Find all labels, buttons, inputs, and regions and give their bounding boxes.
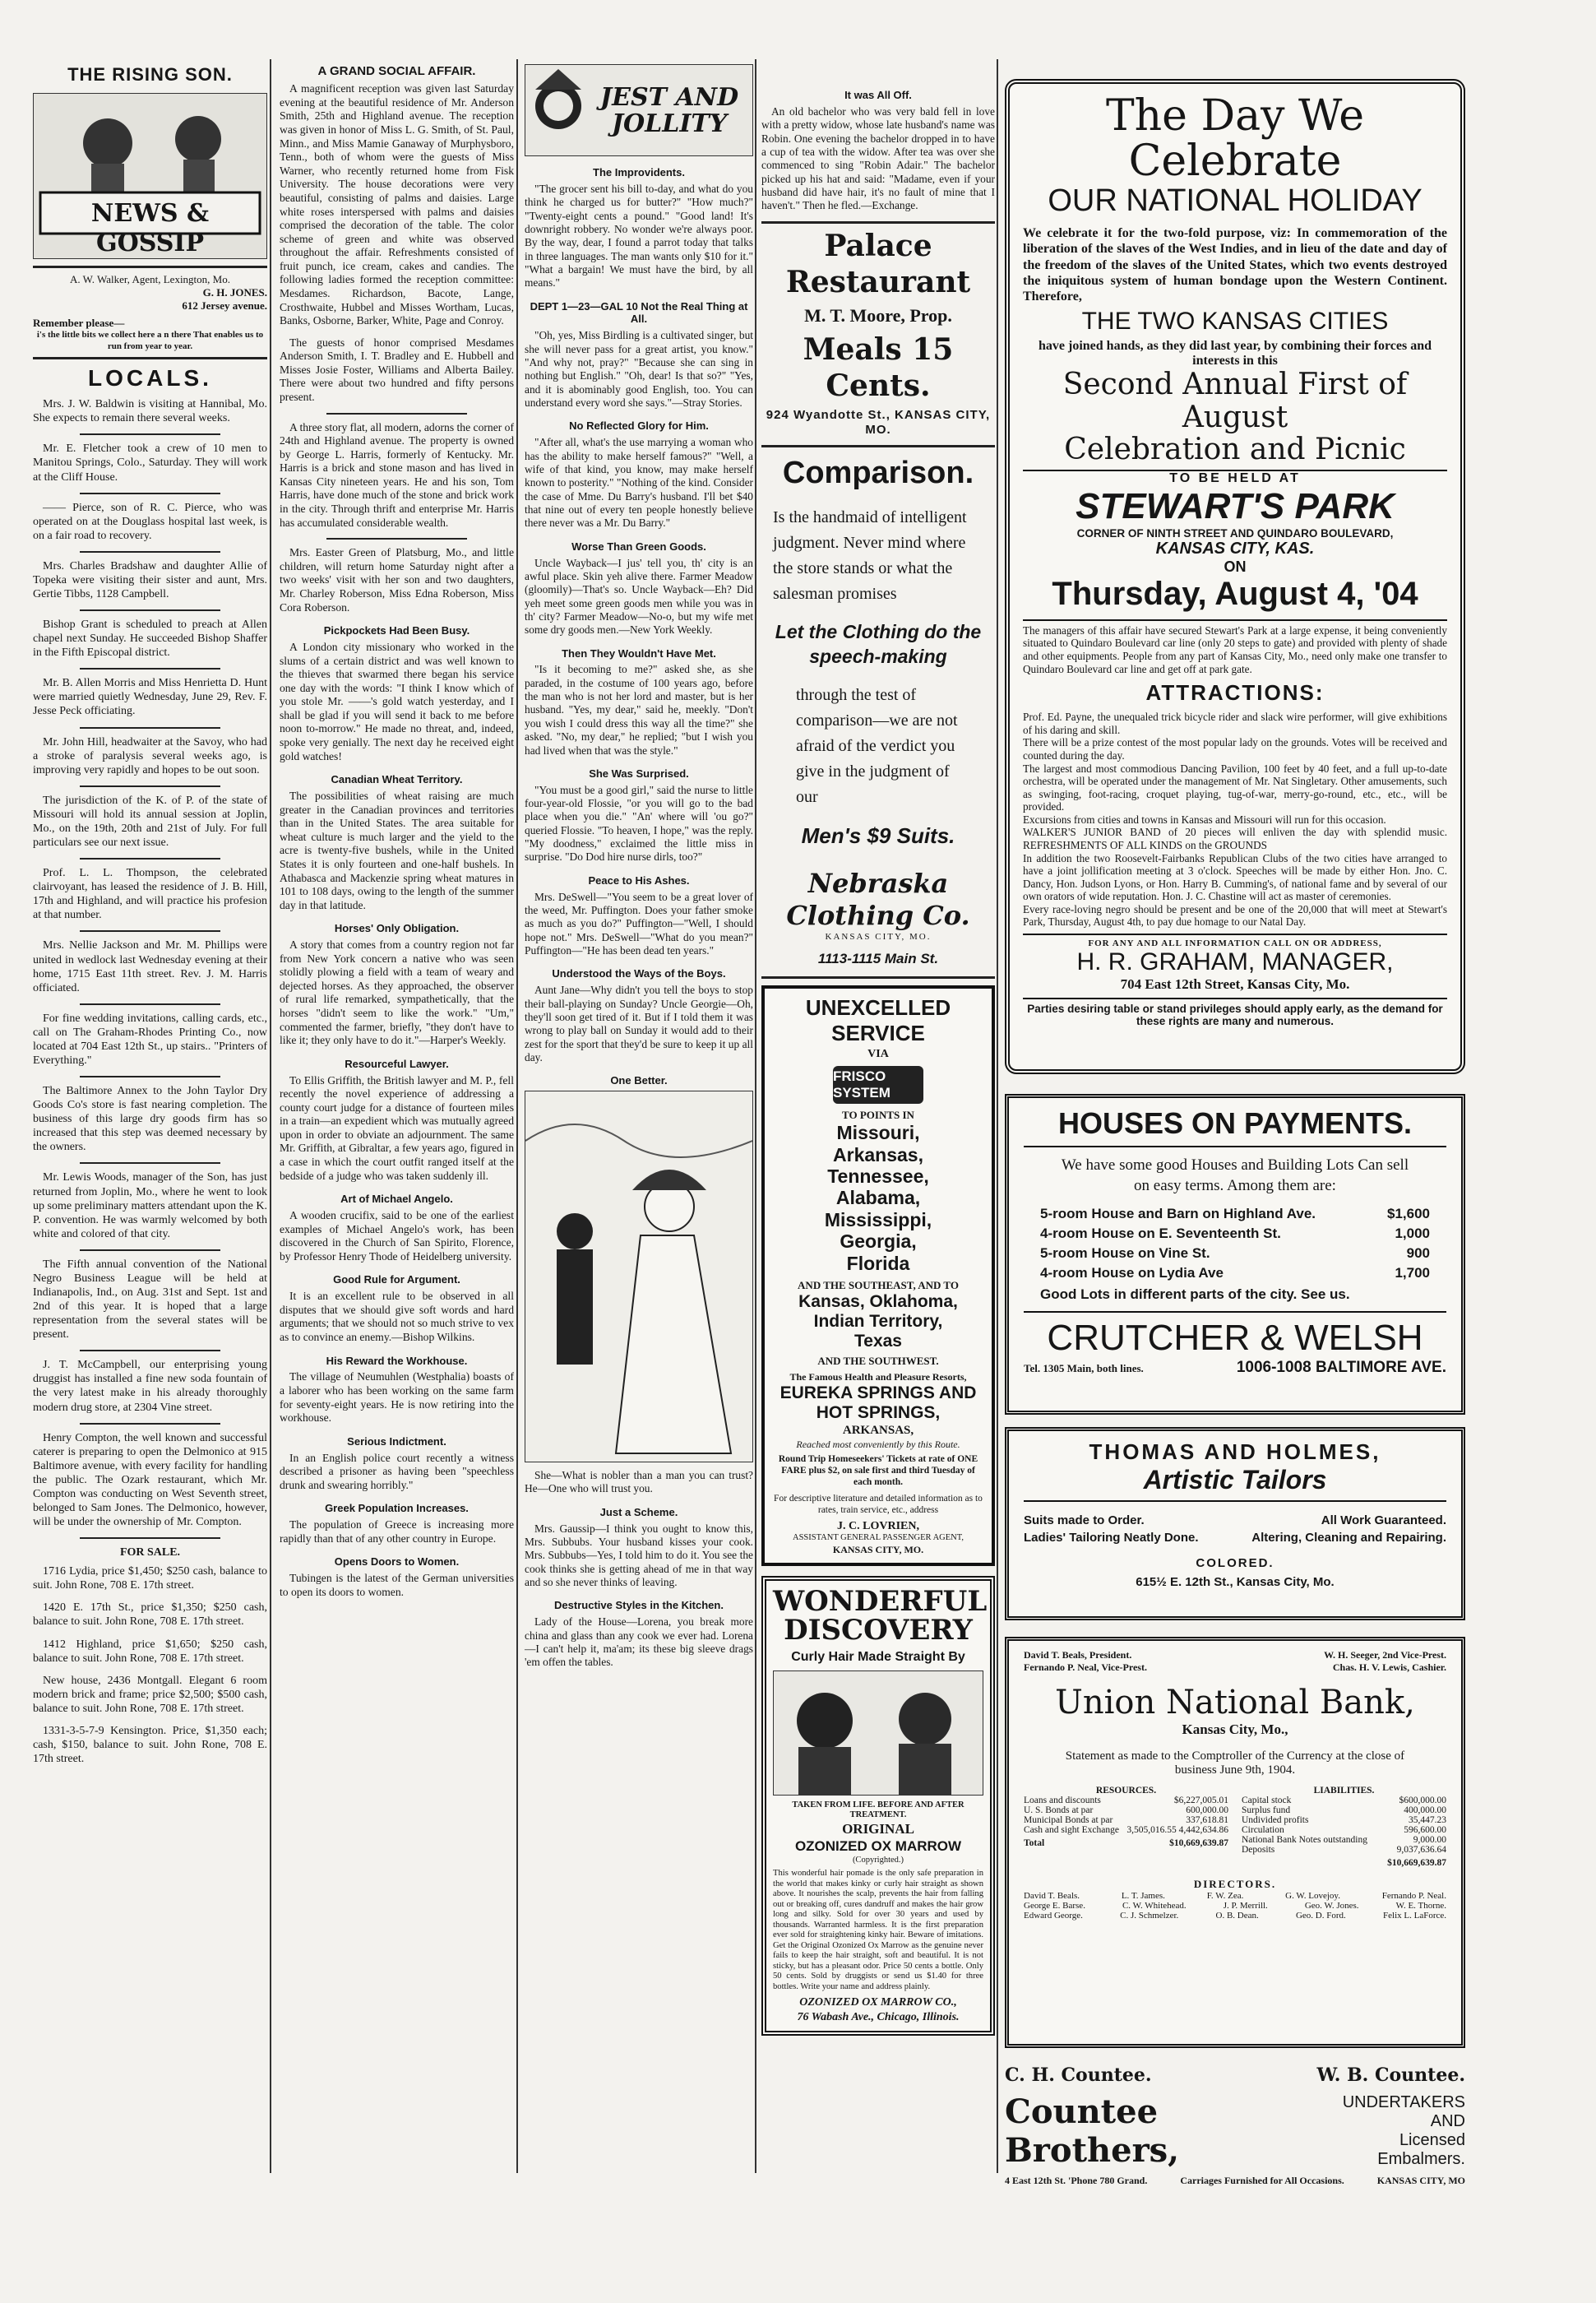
jest-jollity-title: JEST AND JOLLITY <box>599 83 739 138</box>
frisco-roundtrip: Round Trip Homeseekers' Tickets at rate of ONE FARE plus $2, on sale first and third Tuesday of each month. <box>778 1454 978 1488</box>
ledger-label: Loans and discounts <box>1024 1796 1101 1805</box>
ledger-label: Cash and sight Exchange <box>1024 1825 1119 1835</box>
celebrate-second-annual: Second Annual First of August <box>1062 368 1408 434</box>
frisco-state: Florida <box>846 1252 910 1274</box>
ledger-label: Municipal Bonds at par <box>1024 1815 1113 1825</box>
article-heading: Resourceful Lawyer. <box>345 1057 449 1070</box>
won-address: 76 Wabash Ave., Chicago, Illinois. <box>797 2010 960 2023</box>
separator <box>80 727 220 729</box>
frisco-reached: Reached most conveniently by this Route. <box>796 1438 960 1450</box>
joke-text: "Is it becoming to me?" asked she, as she paraded, in the costume of 100 years ago, before the man who is not her lord and master, but is her husband. "Yes, my dear," said he, meekly. "Don't you wish I could dress this way all the time?" she asked. "No, my dear," he replied; "but I wish you had lived when that was the style." <box>525 663 753 757</box>
resources-heading: RESOURCES. <box>1095 1786 1157 1796</box>
separator <box>80 668 220 670</box>
tailors-colored: COLORED. <box>1196 1556 1274 1570</box>
local-item: Mrs. J. W. Baldwin is visiting at Hannibal, Mo. She expects to remain there several weeks. <box>33 398 267 425</box>
joke-heading: She Was Surprised. <box>589 767 689 780</box>
comparison-text-1: Is the handmaid of intelligent judgment. Never mind where the store stands or what the salesman promises <box>773 508 967 604</box>
separator <box>80 1003 220 1005</box>
frisco-via: VIA <box>867 1048 889 1061</box>
celebrate-manager-address: 704 East 12th Street, Kansas City, Mo. <box>1120 976 1350 993</box>
liabilities-heading: LIABILITIES. <box>1313 1786 1375 1796</box>
countee-ad <box>1005 2064 1465 2186</box>
tailors-subtitle: Artistic Tailors <box>1024 1465 1446 1502</box>
park-city: KANSAS CITY, KAS. <box>1155 539 1315 558</box>
forsale-item: 1716 Lydia, price $1,450; $250 cash, balance to suit. John Rone, 708 E. 17th street. <box>33 1565 267 1592</box>
article-text: A London city missionary who worked in the slums of a certain district and was well known to the thieves that swarmed there began his service one day with the words: "I think I know which of you stole Mr. ——'s gold watch yesterday, and I shall be glad if you will send it back to me before noon to-morrow." He made no threat, and, indeed, spoke very genially. The next day he received eight gold watches! <box>280 640 514 762</box>
frisco-state: Kansas, Oklahoma, <box>798 1292 958 1312</box>
bank-officer: David T. Beals, President. <box>1024 1649 1132 1661</box>
houses-title: HOUSES ON PAYMENTS. <box>1024 1106 1446 1147</box>
agent-line: A. W. Walker, Agent, Lexington, Mo. <box>70 272 230 285</box>
ledger-value: 3,505,016.55 4,442,634.86 <box>1126 1825 1228 1835</box>
joke-heading: DEPT 1—23—GAL 10 Not the Real Thing at All. <box>530 299 748 326</box>
article-text: A wooden crucifix, said to be one of the earliest examples of Michael Angelo's work, has been discovered in the Church of San Spirito, Florence, by Professor Henry Thode of Heidelberg university. <box>280 1209 514 1263</box>
palace-prop: M. T. Moore, Prop. <box>804 305 952 327</box>
countee-embalmers: Licensed Embalmers. <box>1377 2131 1465 2168</box>
house-row <box>1040 1244 1430 1263</box>
local-item: Mr. E. Fletcher took a crew of 10 men to Manitou Springs, Colo., Saturday. They will work at the Cliff House. <box>33 443 267 484</box>
ledger-label: Capital stock <box>1242 1796 1292 1805</box>
tailors-r1: All Work Guaranteed. <box>1321 1513 1446 1527</box>
director-name: G. W. Lovejoy. <box>1285 1891 1340 1901</box>
stewarts-park: STEWART'S PARK <box>1076 485 1395 526</box>
director-name: Edward George. <box>1024 1911 1083 1921</box>
countee-undertakers: UNDERTAKERS AND <box>1342 2093 1465 2130</box>
frisco-agent-city: KANSAS CITY, MO. <box>832 1544 924 1556</box>
houses-tel: Tel. 1305 Main, both lines. <box>1024 1361 1144 1374</box>
house-desc: 4-room House on Lydia Ave <box>1040 1264 1224 1281</box>
ledger-value: 600,000.00 <box>1186 1805 1228 1815</box>
joke-text: Lady of the House—Lorena, you break more china and glass than any cook we ever had. Lorena—I can't help it, ma'am; its these big sleeve drags 'em offen the tables. <box>525 1615 753 1669</box>
jokes-list <box>525 166 753 1064</box>
celebrate-p7: Excursions from cities and towns in Kansas and Missouri will run for this occasion. <box>1023 813 1386 826</box>
local-item: Mrs. Charles Bradshaw and daughter Allie of Topeka were visiting their sister and aunt, Mrs. Gertie Tibbs, 1128 Campbell. <box>33 559 267 601</box>
palace-meals: Meals 15 Cents. <box>803 332 954 404</box>
joke-heading: The Improvidents. <box>593 166 685 178</box>
house-row <box>1040 1263 1430 1283</box>
frisco-logo: FRISCO SYSTEM <box>833 1066 923 1104</box>
director-name: Fernando P. Neal. <box>1381 1891 1446 1901</box>
won-text: This wonderful hair pomade is the only safe preparation in the world that makes kinky or curly hair straight as shown above. It nourishes the scalp, prevents the hair from falling out or breaking off, cures dandruff and makes the hair grow long and silky. Sold for over 30 years and used by thousands. Warranted harmless. It is the first preparation ever sold for straightening kinky hair. Beware of imitations. Get the Original Ozonized Ox Marrow as the genuine never fails to keep the hair straight, soft and beautiful. It is not sticky, but has a pleasant odor. Price 50 cents a bottle. Only 50 cents. Sold by druggists or send us $1.40 for three bottles. Write your name and address plainly. <box>773 1869 983 1991</box>
local-item: The Fifth annual convention of the National Negro Business League will be held at Indianapolis, Ind., on Aug. 31st and Sept. 1st and 2nd of this year. It is hoped that a large representation from the several states will be present. <box>33 1258 267 1341</box>
local-item: —— Pierce, son of R. C. Pierce, who was operated on at the Douglass hospital last week, is on a fair road to recovery. <box>33 501 267 542</box>
frisco-agent-title: ASSISTANT GENERAL PASSENGER AGENT, <box>792 1533 965 1543</box>
celebrate-p1: We celebrate it for the two-fold purpose, viz: In commemoration of the liberation of the slaves of the West Indies, and in lieu of the date and day of the freedom of the slaves of the United States, which two events destroyed the iniquitous system of human bondage upon the Western Continent. Therefore, <box>1023 226 1447 304</box>
local-item: Mr. Lewis Woods, manager of the Son, has just returned from Joplin, Mo., where he went to look up some preliminary matters attendant upon the K. P. convention. He was warmly welcomed by both white and colored of that city. <box>33 1171 267 1240</box>
house-row <box>1040 1204 1430 1224</box>
joke-text: "Oh, yes, Miss Birdling is a cultivated singer, but she will never pass for a great artist, you know." "And why not, pray?" "Because she can sing in nothing but English." "Oh, dear! Is that so?" "Yes, and it is abominably good English, too. You can understand every word she says."—Stray Stories. <box>525 329 753 410</box>
countee-city: KANSAS CITY, MO <box>1376 2175 1465 2186</box>
local-item: Prof. L. L. Thompson, the celebrated clairvoyant, has leased the residence of J. B. Hill, 17th and Highland, and will practice his profesion at that number. <box>33 867 267 922</box>
jokes-list-2 <box>525 1506 753 1670</box>
local-item: Bishop Grant is scheduled to preach at Allen chapel next Sunday. He succeeded Bishop Shaffer in the Fifth Episcopal district. <box>33 619 267 660</box>
mens-suits: Men's $9 Suits. <box>801 822 955 848</box>
ledger-row <box>1242 1796 1446 1805</box>
frisco-state: Indian Territory, <box>813 1312 943 1332</box>
palace-title: Palace Restaurant <box>785 228 971 299</box>
column-2 <box>280 64 514 1607</box>
local-item: J. T. McCampbell, our enterprising young druggist has installed a fine new soda fountain of the very latest make in his already thoroughly modern drug store, at 2304 Vine street. <box>33 1359 267 1414</box>
house-price: 1,700 <box>1395 1264 1430 1281</box>
article-heading: It was All Off. <box>844 89 912 101</box>
joke-heading: Worse Than Green Goods. <box>571 540 706 553</box>
house-price: 1,000 <box>1395 1226 1430 1242</box>
house-desc: 5-room House and Barn on Highland Ave. <box>1040 1206 1316 1222</box>
local-item: Mr. B. Allen Morris and Miss Henrietta D. Hunt were married quietly Wednesday, June 29, Rev. F. Jesse Peck officiating. <box>33 677 267 718</box>
celebrate-picnic: Celebration and Picnic <box>1064 433 1406 467</box>
total-label: Total <box>1024 1838 1045 1848</box>
joke-text: Aunt Jane—Why didn't you tell the boys to stop their ball-playing on Sunday? Uncle Georgie—Oh, they'll soon get tired of it. But if I told them it was wrong to play ball on Sunday it would add to their zest for the sport that they'd be sure to keep it up all day. <box>525 984 753 1063</box>
joke-heading: Peace to His Ashes. <box>588 873 690 887</box>
article-heading: Pickpockets Had Been Busy. <box>323 624 470 637</box>
article-text: A story that comes from a country region not far from New York concern a native who was seen stolidly plowing a field with a team of weary and dejected horses. As they approached, the observer of rural life remarked, sympathetically, that the horses "didn't seem to like the work." "Um," commented the farmer, briefly, "they don't have to like it; they only have to do it."—Harper's Weekly. <box>280 938 514 1047</box>
before-after-portraits <box>773 1670 983 1796</box>
house-row <box>1040 1224 1430 1244</box>
article-heading: Horses' Only Obligation. <box>334 922 460 935</box>
celebrate-manager: H. R. GRAHAM, MANAGER, <box>1076 948 1394 976</box>
frisco-state: Arkansas, <box>833 1143 923 1165</box>
local-item: Mr. John Hill, headwaiter at the Savoy, who had a stroke of paralysis several weeks ago, is improving very rapidly and hopes to be out soon. <box>33 735 267 776</box>
ledger-row <box>1024 1825 1228 1835</box>
celebration-ad <box>1005 79 1465 1074</box>
directors-heading: DIRECTORS. <box>1193 1878 1277 1890</box>
joke-heading: Then They Wouldn't Have Met. <box>562 646 716 660</box>
locals-list <box>33 397 267 1529</box>
total-resources: $10,669,639.87 <box>1169 1838 1228 1848</box>
frisco-ad <box>761 985 995 1566</box>
social-heading: A GRAND SOCIAL AFFAIR. <box>317 64 476 78</box>
joke-text: Mrs. DeSwell—"You seem to be a great lover of the weed, Mr. Puffington. Does your father smoke as much as you do?" Puffington—"Well, I should hope not." Mrs. DeSwell—"What do you mean?" Puffington—"He has been dead ten years." <box>525 890 753 957</box>
director-name: Geo. D. Ford. <box>1295 1911 1346 1921</box>
bank-officer: W. H. Seeger, 2nd Vice-Prest. <box>1324 1649 1446 1661</box>
bank-name: Union National Bank, <box>1055 1684 1415 1721</box>
won-taken: TAKEN FROM LIFE. BEFORE AND AFTER TREATMENT. <box>792 1800 965 1820</box>
article-text: A three story flat, all modern, adorns the corner of 24th and Highland avenue. The property is owned by George L. Harris, formerly of Kentucky. Mr. Harris is a brick and stone mason and has lived in Kansas City nineteen years. He and his son, Tom Harris, have done much of the stone and brick work in the city. Through thrift and enterprise Mr. Harris has accumulated considerable wealth. <box>280 420 514 529</box>
director-name: L. T. James. <box>1121 1891 1165 1901</box>
frisco-arkansas: ARKANSAS, <box>842 1424 914 1438</box>
separator <box>80 1076 220 1077</box>
tailors-r2: Altering, Cleaning and Repairing. <box>1251 1531 1446 1545</box>
frisco-famous: The Famous Health and Pleasure Resorts, <box>789 1371 967 1383</box>
article-heading: Good Rule for Argument. <box>333 1273 460 1286</box>
celebrate-subtitle: OUR NATIONAL HOLIDAY <box>1048 183 1423 219</box>
joke-text: "After all, what's the use marrying a woman who has the ability to make herself famous?" "Well, a wife of that kind, you know, may make herself known to posterity." "Nothing of the kind. Consider the case of Mme. Du Barry's husband. I'll bet $40 that nine out of every ten people honestly believe there never was a Mr. Du Barry." <box>525 436 753 530</box>
separator <box>80 785 220 787</box>
directors-grid <box>1024 1891 1446 1921</box>
comparison-title: Comparison. <box>782 455 974 490</box>
article-text: To Ellis Griffith, the British lawyer and M. P., fell recently the novel experience of addressing a county court judge for a distance of fourteen miles in a train—an expedient which was mutually agreed upon in order to obviate an adjournment. The same Mr. Griffith, at Gibraltar, a few years ago, figured in a case in which the court outfit ranged itself at the bedside of a judge who was taken suddenly ill. <box>280 1073 514 1182</box>
ledger-value: $6,227,005.01 <box>1173 1796 1228 1805</box>
ledger-row <box>1242 1835 1446 1845</box>
celebrate-p2: have joined hands, as they did last year, by combining their forces and interests in this <box>1039 339 1432 368</box>
director-name: J. P. Merrill. <box>1223 1901 1268 1911</box>
house-price: 900 <box>1406 1244 1430 1261</box>
frisco-state: Tennessee, <box>827 1165 929 1187</box>
director-name: C. W. Whitehead. <box>1122 1901 1187 1911</box>
park-corner: CORNER OF NINTH STREET AND QUINDARO BOULEVARD, <box>1076 526 1394 540</box>
column-1 <box>33 64 267 1774</box>
article-heading: Greek Population Increases. <box>325 1502 469 1515</box>
couple-cartoon <box>525 1091 752 1462</box>
forsale-item: 1420 E. 17th St., price $1,350; $250 cash, balance to suit. John Rone, 708 E. 17th street. <box>33 1601 267 1629</box>
director-name: C. J. Schmelzer. <box>1120 1911 1179 1921</box>
article-heading: Serious Indictment. <box>347 1434 446 1448</box>
director-name: O. B. Dean. <box>1215 1911 1259 1921</box>
bank-balance <box>1024 1786 1446 1868</box>
won-product: OZONIZED OX MARROW <box>794 1837 962 1854</box>
houses-good-lots: Good Lots in different parts of the city. See us. <box>1040 1286 1350 1302</box>
celebrate-on: ON <box>1224 558 1247 575</box>
tailors-title: THOMAS AND HOLMES, <box>1089 1439 1381 1464</box>
wonderful-title: WONDERFUL <box>773 1584 988 1618</box>
tailors-address: 615½ E. 12th St., Kansas City, Mo. <box>1136 1575 1335 1589</box>
joke-text: "You must be a good girl," said the nurse to little four-year-old Flossie, "or you will go to the bad place when you die." "An' where will 'ou go?" queried Flossie. "To heaven, I hope," was the reply. "My doodness," exclaimed the little miss in surprise. "Do Dod hire nurse dirls, too?" <box>525 783 753 864</box>
won-company: OZONIZED OX MARROW CO., <box>799 1996 957 2009</box>
joke-heading: No Reflected Glory for Him. <box>569 419 709 433</box>
bank-officer: Chas. H. V. Lewis, Cashier. <box>1332 1661 1446 1673</box>
bank-city: Kansas City, Mo., <box>1182 1721 1288 1737</box>
director-row <box>1024 1901 1446 1911</box>
forsale-heading: FOR SALE. <box>119 1546 181 1559</box>
ledger-value: 35,447.23 <box>1409 1815 1446 1825</box>
frisco-states <box>771 1122 985 1274</box>
ledger-value: 9,000.00 <box>1413 1835 1446 1845</box>
frisco-southeast: AND THE SOUTHEAST, AND TO <box>798 1279 959 1292</box>
celebrate-cities: THE TWO KANSAS CITIES <box>1081 308 1389 336</box>
news-gossip-logo <box>33 93 267 259</box>
joke-text: Uncle Wayback—I jus' tell you, th' city is an awful place. Skin yeh alive there. Farmer Meadow (gloomily)—That's so. Uncle Wayback—Eh? Did yeh meet some green goods men while you was in th' city? Farmer Meadow—No-o, but my wife met some dry goods men.—New York Weekly. <box>525 556 753 637</box>
celebrate-p6: The largest and most commodious Dancing Pavilion, 100 feet by 40 feet, and a full up-to-date orchestra, will be operated under the management of Mr. Nat Singletary. Other amusements, such as swinging, foot-racing, croquet playing, tug-of-war, merry-go-round, etc., etc., will be provided. <box>1023 762 1447 813</box>
director-name: Geo. W. Jones. <box>1304 1901 1359 1911</box>
ledger-value: 400,000.00 <box>1404 1805 1446 1815</box>
ledger-row <box>1242 1825 1446 1835</box>
frisco-state: Georgia, <box>840 1230 917 1253</box>
ledger-label: Undivided profits <box>1242 1815 1309 1825</box>
nebraska-clothing-logo: Nebraska Clothing Co. <box>786 867 970 931</box>
attractions-heading: ATTRACTIONS: <box>1145 680 1325 706</box>
local-item: Henry Compton, the well known and successful caterer is preparing to open the Delmonico at 915 Baltimore avenue, with every facility for handling the public. The Ozark restaurant, which Mr. Compton was conducting on West Seventh street, belonged to Sam Jones. The Delmonico, however, will be under the ownership of Mr. Compton. <box>33 1431 267 1529</box>
joke-heading: Just a Scheme. <box>599 1505 678 1518</box>
ledger-row <box>1242 1805 1446 1815</box>
article-text: The possibilities of wheat raising are much greater in the Canadian provinces and territories than in the United States. The area suitable for wheat culture is much larger and the yield to the acre is twenty-five bushels, while in the United States it is only fourteen and one-half bushels. In Athabasca and Mackenzie spring wheat matures in 101 to 108 days, owing to the length of the summer day in that latitude. <box>280 790 514 911</box>
frisco-southwest: AND THE SOUTHWEST. <box>817 1355 939 1368</box>
article-text: Mrs. Easter Green of Platsburg, Mo., and little children, will return home Saturday night after a two weeks' visit with her son and two daughters, Mr. Charley Roberson, Miss Edna Roberson, Miss Cora Roberson. <box>280 546 514 614</box>
countee-right-name: W. B. Countee. <box>1316 2064 1465 2086</box>
ledger-label: National Bank Notes outstanding <box>1242 1835 1367 1845</box>
article-text: Tubingen is the latest of the German universities to open its doors to women. <box>280 1572 514 1598</box>
article-text: In an English police court recently a witness described a prisoner as having been "speechless drunk and swearing horribly." <box>280 1451 514 1491</box>
separator <box>80 1423 220 1425</box>
houses-ad <box>1005 1094 1465 1415</box>
separator <box>80 1350 220 1351</box>
tailors-ad <box>1005 1427 1465 1620</box>
frisco-states-2 <box>771 1292 985 1351</box>
resources-list <box>1024 1796 1228 1835</box>
discovery-title: DISCOVERY <box>784 1614 973 1647</box>
celebrate-p5: There will be a prize contest of the most popular lady on the grounds. Votes will be received and counted during the day. <box>1023 736 1447 762</box>
director-name: Felix L. LaForce. <box>1383 1911 1446 1921</box>
ledger-label: Circulation <box>1242 1825 1284 1835</box>
frisco-to: TO POINTS IN <box>842 1109 914 1122</box>
comparison-slogan: Let the Clothing do the speech-making <box>775 621 982 667</box>
article-text: The guests of honor comprised Mesdames Anderson Smith, I. T. Bradley and E. Hubbell and Misses Josie Foster, Williams and Alberta Bailey. There were about two hundred and fifty persons present. <box>280 336 514 404</box>
portraits-image <box>774 1671 976 1795</box>
tailors-l2: Ladies' Tailoring Neatly Done. <box>1024 1531 1199 1545</box>
nebraska-address: 1113-1115 Main St. <box>817 950 939 966</box>
ox-marrow-ad <box>761 1576 995 2036</box>
frisco-agent: J. C. LOVRIEN, <box>837 1520 919 1533</box>
separator <box>80 493 220 494</box>
column-3 <box>525 64 753 1678</box>
article-text: The village of Neumuhlen (Westphalia) boasts of a laborer who has been working on the same farm for seventy-eight years. He is now retiring into the workhouse. <box>280 1370 514 1425</box>
bank-ad <box>1005 1637 1465 2048</box>
celebrate-title: The Day We Celebrate <box>1105 91 1365 186</box>
separator <box>80 609 220 611</box>
column-4 <box>761 64 995 2036</box>
joke-heading: Destructive Styles in the Kitchen. <box>554 1599 724 1612</box>
frisco-state: Alabama, <box>835 1187 921 1209</box>
celebrate-held: TO BE HELD AT <box>1023 470 1447 486</box>
director-name: F. W. Zea. <box>1206 1891 1244 1901</box>
bank-statement: Statement as made to the Comptroller of the Currency at the close of business June 9th, 1904. <box>1065 1749 1405 1777</box>
frisco-state: Texas <box>854 1332 902 1351</box>
ledger-value: 337,618.81 <box>1186 1815 1228 1825</box>
joke-text: Mrs. Gaussip—I think you ought to know this, Mrs. Subbubs. Your husband kisses your cook. Mrs. Subbubs—Yes, I told him to do it. You see the cook thinks she is getting ahead of me in that way and so she never thinks of leaving. <box>525 1522 753 1589</box>
jest-jollity-header <box>525 64 753 156</box>
celebrate-p9: In addition the two Roosevelt-Fairbanks Republican Clubs of the two cities have arranged to have a joint jollification meeting at 3 o'clock. Speeches will be made by either Hon. Jno. C. Dancy, Hon. Judson Lyons, or Hon. Harry B. Cumming's, of national fame and by several of our own orators of wide reputation. Hon. J. C. Chastine will act as master of ceremonies. <box>1023 851 1447 903</box>
article-text: A magnificent reception was given last Saturday evening at the beautiful residence of Mr. Anderson Smith, 25th and Highland avenue. The reception was given in honor of Miss L. G. Smith, of St. Paul, Minn., and Miss Mamie Ganaway of Murphysboro, Tenn., both of whom were the guests of Miss Warner, who recently returned home from Fisk University. The house decorations were very beautiful, consisting of palms and daisies. Large white roses interspersed with palms and daisies comprised the decoration of the table. The color scheme of green and white was observed throughout the affair. Refreshments consisted of fruit punch, ice cream, cakes and candies. The following ladies formed the reception committee: Mesdames. Richardson, Bacote, Lange, Crosthwaite, Hubbel and Misses Wortham, Lucas, Banks, Osborne, Barker, White, Page and Conroy. <box>280 82 514 327</box>
local-item: For fine wedding invitations, calling cards, etc., call on The Graham-Rhodes Printing Co., now located at 704 East 12th St., up stairs.. "Printers of Everything." <box>33 1012 267 1067</box>
separator <box>80 433 220 435</box>
ledger-value: $600,000.00 <box>1399 1796 1446 1805</box>
separator <box>80 551 220 553</box>
ledger-row <box>1024 1815 1228 1825</box>
separator <box>80 1249 220 1251</box>
local-item: The jurisdiction of the K. of P. of the state of Missouri will hold its annual session at Joplin, Mo., on the 19th, 20th and 21st of July. For full particulars see our next issue. <box>33 794 267 850</box>
forsale-item: New house, 2436 Montgall. Elegant 6 room modern brick and frame; price $2,500; $500 cash, balance to suit. John Rone, 708 E. 17th street. <box>33 1674 267 1715</box>
article-heading: Opens Doors to Women. <box>334 1555 460 1569</box>
crutcher-welsh: CRUTCHER & WELSH <box>1024 1311 1446 1359</box>
separator <box>80 1162 220 1164</box>
celebrate-for: FOR ANY AND ALL INFORMATION CALL ON OR ADDRESS, <box>1023 934 1447 948</box>
ledger-row <box>1024 1805 1228 1815</box>
cartoon-caption: She—What is nobler than a man you can trust? He—One who will trust you. <box>525 1469 753 1495</box>
celebrate-p4: Prof. Ed. Payne, the unequaled trick bicycle rider and slack wire performer, will give exhibitions of his daring and skill. <box>1023 711 1447 736</box>
liabilities-list <box>1242 1796 1446 1855</box>
houses-address: 1006-1008 BALTIMORE AVE. <box>1236 1358 1446 1376</box>
article-text: It is an excellent rule to be observed in all disputes that we should give soft words and hard arguments; that we should not so much strive to vex as to convince an enemy.—Bishop Wilkins. <box>280 1290 514 1343</box>
logo-word: NEWS & GOSSIP <box>90 198 210 258</box>
cartoon-title: One Better. <box>610 1074 668 1087</box>
won-copyright: (Copyrighted.) <box>852 1855 904 1865</box>
director-name: George E. Barse. <box>1024 1901 1085 1911</box>
director-row <box>1024 1891 1446 1901</box>
forsale-list <box>33 1564 267 1766</box>
forsale-item: 1331-3-5-7-9 Kensington. Price, $1,350 each; cash, $150, balance to suit. John Rone, 708 E. 17th street. <box>33 1724 267 1766</box>
ledger-row <box>1242 1845 1446 1855</box>
frisco-state: Mississippi, <box>824 1208 932 1230</box>
ledger-value: 9,037,636.64 <box>1396 1845 1446 1855</box>
countee-address: 4 East 12th St. 'Phone 780 Grand. <box>1005 2175 1148 2186</box>
house-desc: 4-room House on E. Seventeenth St. <box>1040 1226 1281 1242</box>
article-heading: Art of Michael Angelo. <box>340 1193 453 1206</box>
houses-list <box>1040 1204 1430 1282</box>
article-heading: His Reward the Workhouse. <box>326 1354 468 1367</box>
celebrate-p10: Every race-loving negro should be present and be one of the 20,000 that will meet at Stewart's Park, Thursday, August 4th, to pay due homage to our Natal Day. <box>1023 902 1447 929</box>
article-heading: Canadian Wheat Territory. <box>331 773 463 786</box>
forsale-item: 1412 Highland, price $1,650; $250 cash, balance to suit. John Rone, 708 E. 17th street. <box>33 1638 267 1665</box>
palace-address: 924 Wyandotte St., KANSAS CITY, MO. <box>766 408 991 438</box>
article-text: The population of Greece is increasing more rapidly than that of any other country in Europe. <box>280 1518 514 1545</box>
article-text: An old bachelor who was very bald fell in love with a pretty widow, whose late husband's name was Robin. One evening the bachelor dropped in to have a cup of tea with the widow. After tea was over she commenced to sing "Robin Adair." The bachelor picked up his hat and said: "Madame, even if your husband did have hair, it's no fault of mine that I haven't." Then he fled.—Exchange. <box>761 104 995 212</box>
director-name: W. E. Thorne. <box>1395 1901 1446 1911</box>
joke-heading: Understood the Ways of the Boys. <box>552 967 726 980</box>
column-rule <box>755 59 756 2173</box>
separator <box>80 930 220 932</box>
frisco-eureka: EUREKA SPRINGS AND HOT SPRINGS, <box>779 1383 977 1423</box>
column-rule <box>270 59 271 2173</box>
won-original: ORIGINAL <box>842 1821 914 1837</box>
house-desc: 5-room House on Vine St. <box>1040 1244 1210 1261</box>
curly-hair-line: Curly Hair Made Straight By <box>791 1650 965 1665</box>
celebrate-p3: The managers of this affair have secured Stewart's Park at a large expense, it being conveniently situated to Quindaro Boulevard car line (only 20 steps to gate) and provided with plenty of shade and other equipments. People from any part of Kansas City, Mo., need only make one transfer to Quindaro Boulevard car line and get off at park gate. <box>1023 619 1447 675</box>
ledger-row <box>1024 1796 1228 1805</box>
cartoon-illustration <box>525 1091 753 1462</box>
locals-heading: LOCALS. <box>88 365 212 392</box>
frisco-state: Missouri, <box>836 1122 920 1144</box>
bank-officer: Fernando P. Neal, Vice-Prest. <box>1024 1661 1147 1673</box>
houses-intro: We have some good Houses and Building Lots Can sell on easy terms. Among them are: <box>1061 1156 1409 1194</box>
masthead-title: THE RISING SON. <box>67 64 233 85</box>
comparison-text-2: through the test of comparison—we are not afraid of the verdict you give in the judgment of our <box>796 685 958 806</box>
total-liabilities: $10,669,639.87 <box>1387 1858 1446 1868</box>
celebrate-p8: WALKER'S JUNIOR BAND of 20 pieces will enliven the day with splendid music. REFRESHMENTS OF ALL KINDS on the GROUNDS <box>1023 826 1447 851</box>
ledger-label: Surplus fund <box>1242 1805 1291 1815</box>
joke-text: "The grocer sent his bill to-day, and what do you think he charged us for butter?" "How much?" "Twenty-eight cents a pound." "Good land! It's downright robbery. No wonder we're always poor. By the way, dear, I found a parrot today that talks in three languages. The man wants only $10 for it." "What a bargain! We must have the bird, by all means." <box>525 182 753 290</box>
countee-left-name: C. H. Countee. <box>1005 2064 1152 2086</box>
remember-label: Remember please— <box>33 317 125 330</box>
jones-address: 612 Jersey avenue. <box>182 299 267 312</box>
celebrate-date: Thursday, August 4, '04 <box>1052 575 1418 612</box>
jones-name: G. H. JONES. <box>202 285 267 299</box>
local-item: The Baltimore Annex to the John Taylor Dry Goods Co's store is fast nearing completion. The business of this large dry goods firm has so increased that this step was deemed necessary by the owners. <box>33 1085 267 1154</box>
ledger-value: 596,600.00 <box>1404 1825 1446 1835</box>
director-name: David T. Beals. <box>1024 1891 1080 1901</box>
remember-note: i's the little bits we collect here a n there That enables us to run from year to year. <box>36 330 264 351</box>
ledger-row <box>1242 1815 1446 1825</box>
frisco-desc: For descriptive literature and detailed information as to rates, train service, etc., address <box>774 1494 983 1516</box>
countee-carriages: Carriages Furnished for All Occasions. <box>1180 2175 1344 2186</box>
director-row <box>1024 1911 1446 1921</box>
column-rule <box>516 59 518 2173</box>
ledger-label: Deposits <box>1242 1845 1275 1855</box>
celebrate-parties: Parties desiring table or stand privileges should apply early, as the demand for these rights are many and numerous. <box>1023 998 1447 1027</box>
separator <box>80 858 220 860</box>
ledger-label: U. S. Bonds at par <box>1024 1805 1094 1815</box>
column-rule <box>997 59 998 2173</box>
house-price: $1,600 <box>1387 1206 1430 1222</box>
nebraska-city: KANSAS CITY, MO. <box>825 931 932 942</box>
tailors-l1: Suits made to Order. <box>1024 1513 1145 1527</box>
frisco-title: UNEXCELLED SERVICE <box>805 994 951 1046</box>
local-item: Mrs. Nellie Jackson and Mr. M. Phillips were united in wedlock last Wednesday evening at their home, 1715 East 11th street. Rev. J. M. Harris officiated. <box>33 939 267 994</box>
countee-firm: Countee Brothers, <box>1005 2092 1180 2170</box>
